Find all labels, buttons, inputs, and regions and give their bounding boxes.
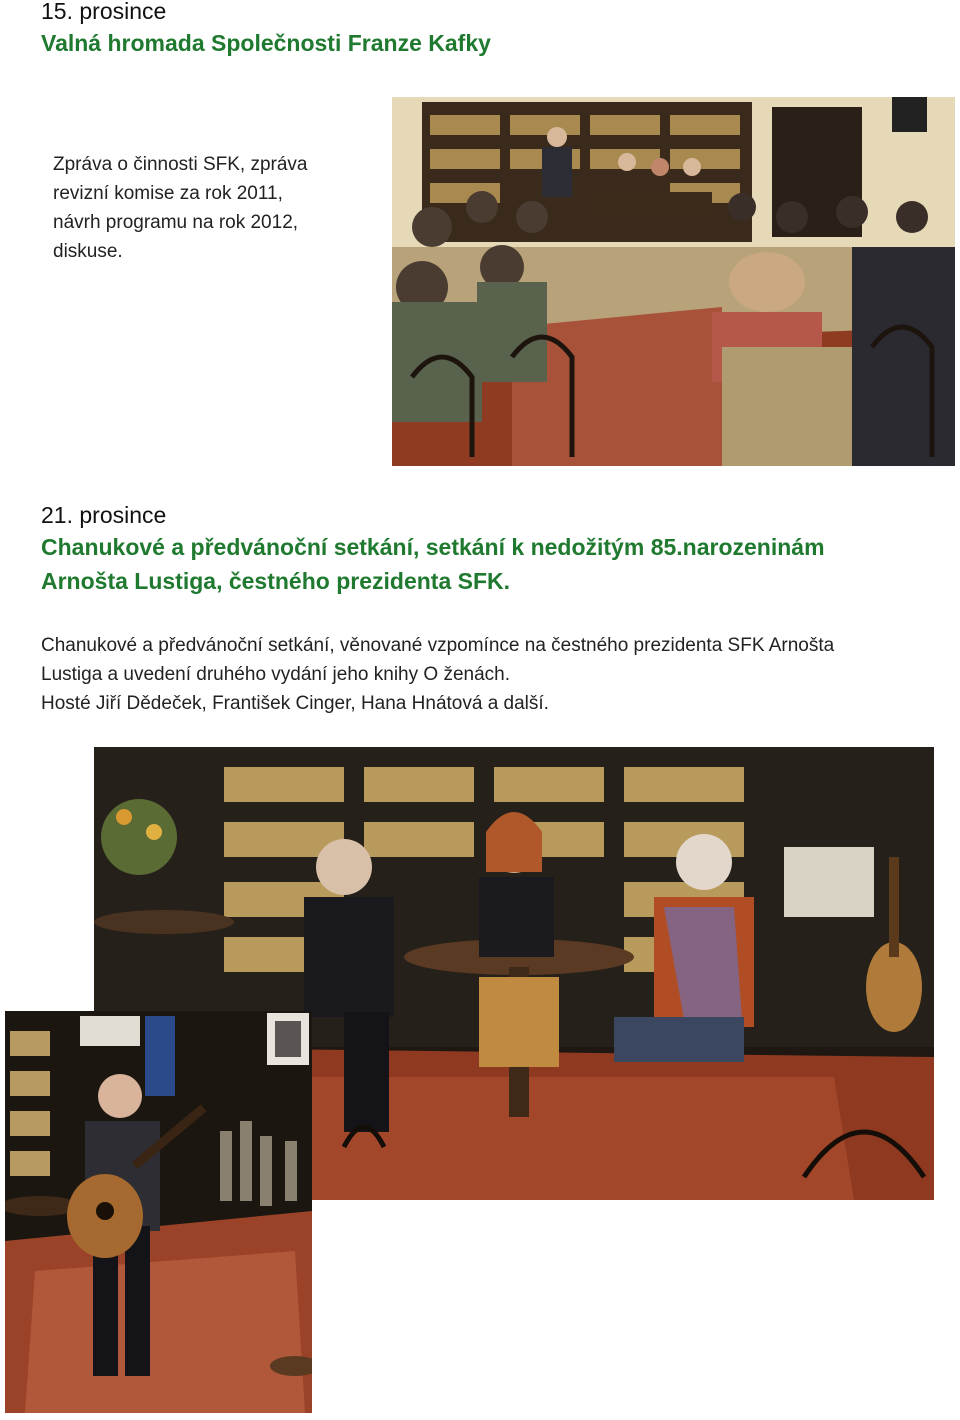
event2-title-line: Arnošta Lustiga, čestného prezidenta SFK. [41,568,511,594]
event2-description-line: Lustiga a uvedení druhého vydání jeho knihy O ženách. [41,664,510,685]
event1-description-line: Zpráva o činnosti SFK, zpráva [53,154,308,175]
event1-description-line: diskuse. [53,241,123,262]
event1-title: Valná hromada Společnosti Franze Kafky [41,30,491,56]
event1-description [53,150,373,266]
event2-description-line: Hosté Jiří Dědeček, František Cinger, Hana Hnátová a další. [41,693,549,714]
event2-date: 21. prosince [41,502,167,528]
guitarist-photo [5,1011,312,1413]
event1-description-line: návrh programu na rok 2012, [53,212,299,233]
event1-date: 15. prosince [41,0,167,24]
event2-title-line: Chanukové a předvánoční setkání, setkání k nedožitým 85.narozeninám [41,534,825,560]
meeting-photo [392,97,955,466]
event2-title [41,530,941,598]
event2-description [41,631,941,718]
event2-description-line: Chanukové a předvánoční setkání, věnované vzpomínce na čestného prezidenta SFK Arnošta [41,635,835,656]
event1-description-line: revizní komise za rok 2011, [53,183,283,204]
